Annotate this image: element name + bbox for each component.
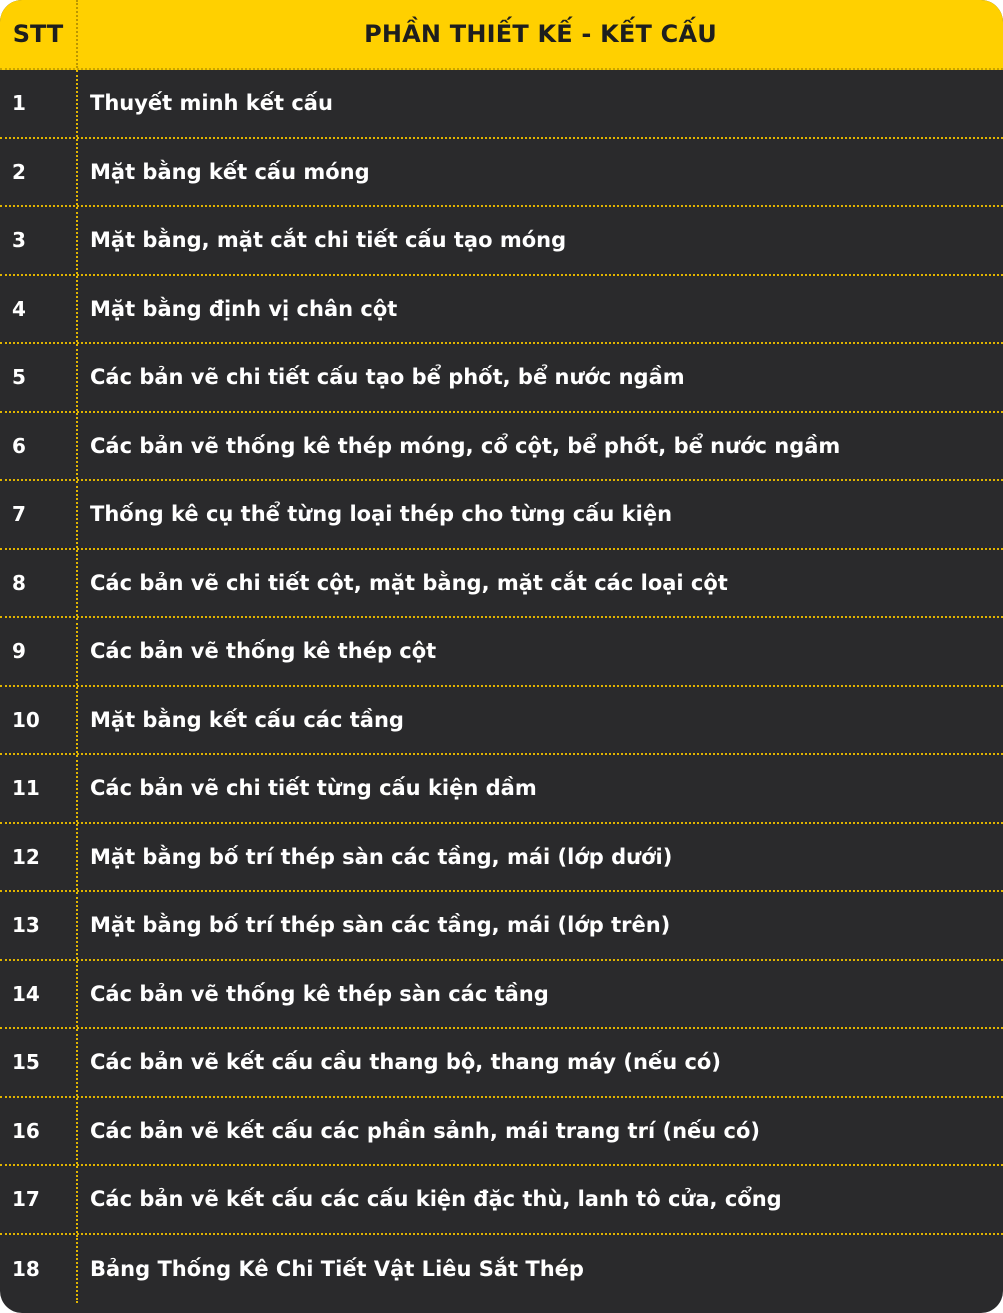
row-stt: 1 [0, 70, 78, 137]
row-stt: 11 [0, 755, 78, 822]
row-title: Mặt bằng kết cấu các tầng [90, 707, 404, 732]
table-row [0, 1166, 1003, 1235]
row-stt: 15 [0, 1029, 78, 1096]
row-title: Thuyết minh kết cấu [90, 91, 333, 116]
table-row [0, 687, 1003, 756]
table-row [0, 413, 1003, 482]
row-stt: 3 [0, 207, 78, 274]
table-row [0, 207, 1003, 276]
row-stt: 17 [0, 1166, 78, 1233]
table-body [0, 70, 1003, 1303]
row-title: Mặt bằng kết cấu móng [90, 159, 370, 184]
row-stt: 12 [0, 824, 78, 891]
row-title: Bảng Thống Kê Chi Tiết Vật Liêu Sắt Thép [90, 1256, 584, 1281]
row-stt: 4 [0, 276, 78, 343]
table-row [0, 481, 1003, 550]
row-title: Các bản vẽ kết cấu các phần sảnh, mái trang trí (nếu có) [90, 1118, 760, 1143]
row-title: Các bản vẽ chi tiết cấu tạo bể phốt, bể nước ngầm [90, 365, 685, 390]
table-row [0, 1029, 1003, 1098]
row-stt: 7 [0, 481, 78, 548]
row-title: Thống kê cụ thể từng loại thép cho từng cấu kiện [90, 502, 673, 527]
row-stt: 2 [0, 139, 78, 206]
row-title: Mặt bằng, mặt cắt chi tiết cấu tạo móng [90, 228, 567, 253]
row-stt: 16 [0, 1098, 78, 1165]
row-stt: 9 [0, 618, 78, 685]
row-title: Mặt bằng bố trí thép sàn các tầng, mái (lớp dưới) [90, 844, 673, 869]
row-title: Mặt bằng bố trí thép sàn các tầng, mái (lớp trên) [90, 913, 671, 938]
row-stt: 10 [0, 687, 78, 754]
row-title: Mặt bằng định vị chân cột [90, 296, 398, 321]
header-stt: STT [0, 0, 78, 68]
row-title: Các bản vẽ kết cấu cầu thang bộ, thang máy (nếu có) [90, 1050, 721, 1075]
table-row [0, 755, 1003, 824]
table-row [0, 139, 1003, 208]
table-row [0, 550, 1003, 619]
table-header [0, 0, 1003, 70]
row-title: Các bản vẽ chi tiết cột, mặt bằng, mặt cắt các loại cột [90, 570, 728, 595]
header-title: PHẦN THIẾT KẾ - KẾT CẤU [364, 20, 717, 48]
table-row [0, 1098, 1003, 1167]
row-title: Các bản vẽ chi tiết từng cấu kiện dầm [90, 776, 537, 801]
table-row [0, 618, 1003, 687]
table-row [0, 892, 1003, 961]
row-title: Các bản vẽ kết cấu các cấu kiện đặc thù, lanh tô cửa, cổng [90, 1187, 782, 1212]
table-row [0, 1235, 1003, 1304]
row-stt: 13 [0, 892, 78, 959]
row-stt: 6 [0, 413, 78, 480]
row-title: Các bản vẽ thống kê thép cột [90, 639, 437, 664]
row-title: Các bản vẽ thống kê thép sàn các tầng [90, 981, 549, 1006]
row-stt: 8 [0, 550, 78, 617]
row-stt: 5 [0, 344, 78, 411]
row-stt: 14 [0, 961, 78, 1028]
table-row [0, 276, 1003, 345]
row-stt: 18 [0, 1235, 78, 1304]
table-row [0, 70, 1003, 139]
table-row [0, 961, 1003, 1030]
table-row [0, 824, 1003, 893]
table-row [0, 344, 1003, 413]
row-title: Các bản vẽ thống kê thép móng, cổ cột, bể phốt, bể nước ngầm [90, 433, 841, 458]
